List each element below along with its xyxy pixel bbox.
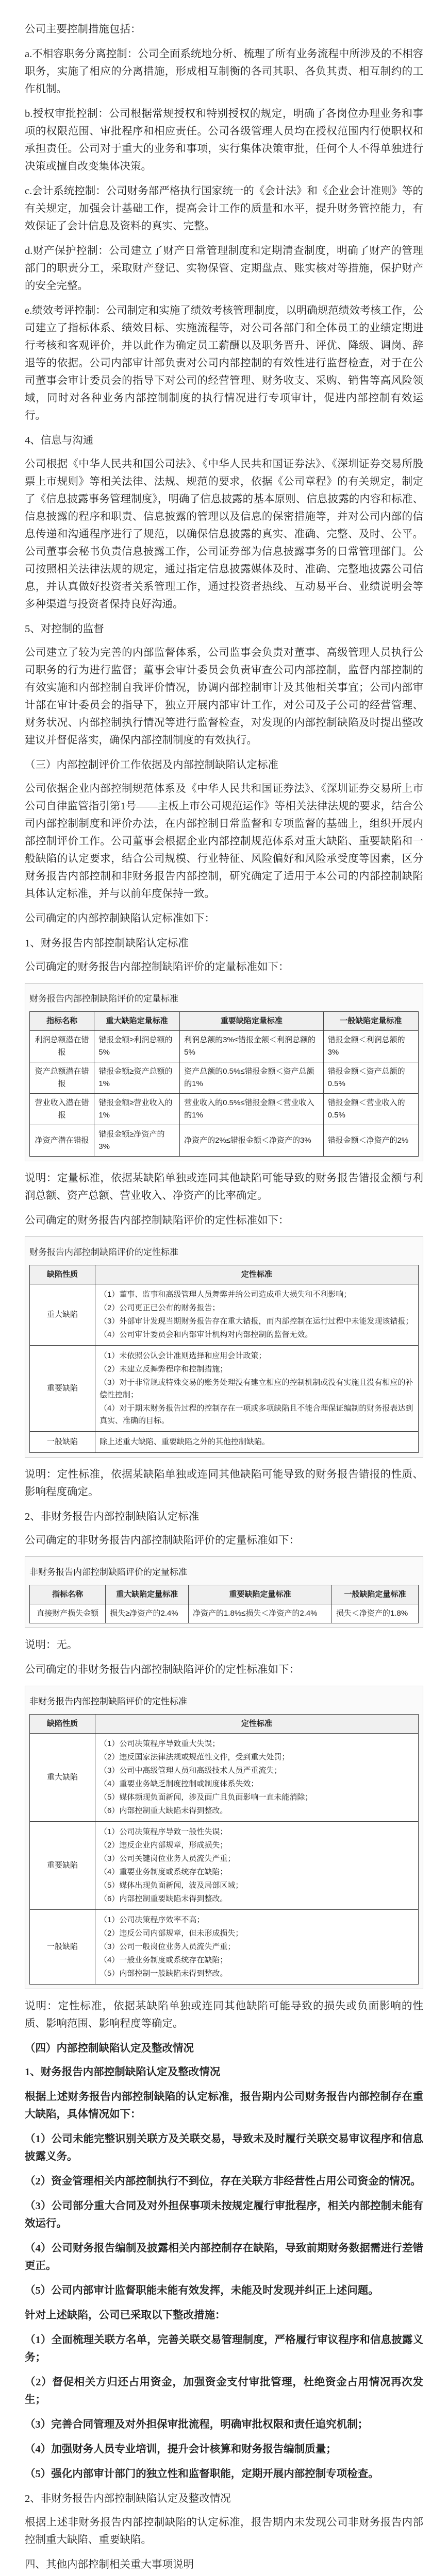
criteria-cell bbox=[95, 1734, 419, 1822]
criteria-item: （4）一般业务制度或系统存在缺陷； bbox=[99, 1956, 228, 1964]
standard-cell: 净资产的2%≤错报金额＜净资产的3% bbox=[180, 1125, 323, 1157]
note-3: 说明：无。 bbox=[25, 1639, 78, 1651]
criteria-item: （2）违反国家法律法规或规范性文件，受到重大处罚； bbox=[99, 1753, 290, 1761]
table-row bbox=[30, 1734, 419, 1822]
table-row bbox=[30, 1822, 419, 1910]
column-header: 指标名称 bbox=[30, 1012, 94, 1031]
body-paragraph: 根据上述财务报告内部控制缺陷的认定标准，报告期内公司财务报告内部控制存在重大缺陷，具体情况如下： bbox=[25, 2091, 423, 2120]
column-header: 重大缺陷定量标准 bbox=[106, 1585, 189, 1604]
body-paragraph: （5）公司内部审计监督职能未能有效发挥，未能及时发现并纠正上述问题。 bbox=[25, 2285, 379, 2296]
criteria-item: （2）违反公司内部规章，但未形成损失； bbox=[99, 1929, 243, 1938]
criteria-item: （1）公司决策程序效率不高； bbox=[99, 1916, 205, 1924]
criteria-item: （6）内部控制重大缺陷未得到整改。 bbox=[99, 1806, 228, 1815]
body-paragraph: 公司建立了较为完善的内部监督体系，公司监事会负责对董事、高级管理人员执行公司职务的行为进行监督；董事会审计委员会负责审查公司内部控制，监督内部控制的有效实施和内部控制自我评价情况，协调内部控制审计及其他相关事宜；公司内部审计部在审计委员会的指导下，独立开展内部审计工作，对公司及子公司的经营管理、财务状况、内部控制执行情况等进行监督检查，对发现的内部控制缺陷及时提出整改建议并督促落实，确保内部控制制度的有效执行。 bbox=[25, 647, 423, 746]
table2-caption: 财务报告内部控制缺陷评价的定性标准 bbox=[29, 1247, 178, 1257]
standard-cell: 错报金额＜利润总额的3% bbox=[323, 1031, 418, 1062]
column-header: 定性标准 bbox=[95, 1715, 419, 1734]
table-header-row bbox=[30, 1715, 419, 1734]
table-header-row bbox=[30, 1265, 419, 1284]
criteria-item: （5）内部控制一般缺陷未得到整改。 bbox=[99, 1969, 228, 1978]
criteria-item: （1）公司决策程序导致一般性失误； bbox=[99, 1827, 228, 1836]
body-paragraph: 公司根据《中华人民共和国公司法》、《中华人民共和国证券法》、《深圳证券交易所股票上市规则》等相关法律、法规、规范的要求，依据《公司章程》的有关规定，制定了《信息披露事务管理制度》，明确了信息披露的基本原则、信息披露的内容和标准、信息披露的程序和职责、信息披露的管理以及信息的保密措施等，并对公司内部的信息传递和沟通程序进行了规范，以确保信息披露的真实、准确、完整、及时、公平。公司董事会秘书负责信息披露工作，公司证券部为信息披露事务的日常管理部门。公司按照相关法律法规的规定，通过指定信息披露媒体及时、准确、完整地披露公司信息，并认真做好投资者关系管理工作，通过投资者热线、互动易平台、业绩说明会等多种渠道与投资者保持良好沟通。 bbox=[25, 459, 423, 610]
intro-paragraphs bbox=[25, 21, 423, 976]
defect-level-cell: 一般缺陷 bbox=[30, 1432, 95, 1453]
nonfinancial-qual-table bbox=[29, 1714, 419, 1985]
table3-figure bbox=[25, 1556, 423, 1628]
standard-cell: 损失＜净资产的1.8% bbox=[332, 1604, 419, 1623]
standard-cell: 错报金额≥营业收入的1% bbox=[94, 1094, 180, 1125]
table-row bbox=[30, 1125, 419, 1157]
body-paragraph: （4）加强财务人员专业培训，提升会计核算和财务报告编制质量； bbox=[25, 2444, 337, 2455]
standard-cell: 错报金额＜资产总额的0.5% bbox=[323, 1062, 418, 1094]
indicator-cell: 资产总额潜在错报 bbox=[30, 1062, 94, 1094]
section-heading: 四、其他内部控制相关重大事项说明 bbox=[25, 2559, 194, 2570]
criteria-item: （6）内部控制重要缺陷未得到整改。 bbox=[99, 1894, 228, 1903]
standard-cell: 损失≥净资产的2.4% bbox=[106, 1604, 189, 1623]
standard-cell: 错报金额＜净资产的2% bbox=[323, 1125, 418, 1157]
table-row bbox=[30, 1031, 419, 1062]
column-header: 一般缺陷定量标准 bbox=[323, 1012, 418, 1031]
column-header: 一般缺陷定量标准 bbox=[332, 1585, 419, 1604]
column-header: 重要缺陷定量标准 bbox=[188, 1585, 331, 1604]
table-header-row bbox=[30, 1585, 419, 1604]
body-paragraph: 公司依据企业内部控制规范体系及《中华人民共和国证券法》、《深圳证券交易所上市公司自律监管指引第1号——主板上市公司规范运作》等相关法律法规的要求，结合公司内部控制制度和评价办法，在内部控制日常监督和专项监督的基础上，组织开展内部控制评价工作。公司董事会根据企业内部控制规范体系对重大缺陷、重要缺陷和一般缺陷的认定要求，结合公司规模、行业特征、风险偏好和风险承受度等因素，区分财务报告内部控制和非财务报告内部控制，研究确定了适用于本公司的内部控制缺陷具体认定标准，并与以前年度保持一致。 bbox=[25, 783, 423, 900]
section-heading: 2、非财务报告内部控制缺陷认定及整改情况 bbox=[25, 2493, 231, 2504]
defect-level-cell: 重要缺陷 bbox=[30, 1346, 95, 1432]
column-header: 指标名称 bbox=[30, 1585, 106, 1604]
section-heading: （三）内部控制评价工作依据及内部控制缺陷认定标准 bbox=[25, 759, 278, 771]
section-heading: 1、财务报告内部控制缺陷认定标准 bbox=[25, 938, 189, 949]
lead-4: 公司确定的非财务报告内部控制缺陷评价的定性标准如下： bbox=[25, 1664, 300, 1675]
body-paragraph: 根据上述非财务报告内部控制缺陷的认定标准，报告期内未发现公司非财务报告内部控制重大缺陷、重要缺陷。 bbox=[25, 2517, 423, 2546]
table-row bbox=[30, 1284, 419, 1346]
lead-3: 公司确定的非财务报告内部控制缺陷评价的定量标准如下： bbox=[25, 1535, 300, 1546]
criteria-cell bbox=[95, 1284, 419, 1346]
table-row bbox=[30, 1604, 419, 1623]
tail-paragraphs bbox=[25, 2040, 423, 2576]
criteria-item: （1）公司决策程序导致重大失误； bbox=[99, 1739, 220, 1748]
financial-quant-table bbox=[29, 1011, 419, 1157]
criteria-item: （3）对于非常规或特殊交易的账务处理没有建立相应的控制机制或没有实施且没有相应的补偿性控制； bbox=[99, 1378, 413, 1399]
note-1: 说明：定量标准，依据某缺陷单独或连同其他缺陷可能导致的财务报告错报金额与利润总额、资产总额、营业收入、净资产的比率确定。 bbox=[25, 1173, 423, 1201]
body-paragraph: d.财产保护控制：公司建立了财产日常管理制度和定期清查制度，明确了财产的管理部门的职责分工，采取财产登记、实物保管、定期盘点、账实核对等措施，保护财产的安全完整。 bbox=[25, 245, 423, 292]
table2-figure bbox=[25, 1236, 423, 1458]
table-row bbox=[30, 1346, 419, 1432]
note-4: 说明：定性标准，依据某缺陷单独或连同其他缺陷可能导致的损失或负面影响的性质、影响范围、影响程度等确定。 bbox=[25, 2001, 423, 2029]
table1-figure bbox=[25, 983, 423, 1161]
criteria-item: （3）公司中高级管理人员和高级技术人员严重流失； bbox=[99, 1766, 282, 1775]
table4-caption: 非财务报告内部控制缺陷评价的定性标准 bbox=[29, 1697, 187, 1706]
criteria-item: （4）重要业务制度或系统存在缺陷； bbox=[99, 1868, 228, 1876]
standard-cell: 错报金额≥利润总额的5% bbox=[94, 1031, 180, 1062]
body-paragraph: （5）强化内部审计部门的独立性和监督职能，定期开展内部控制专项检查。 bbox=[25, 2468, 379, 2480]
heading-3: 2、非财务报告内部控制缺陷认定标准 bbox=[25, 1511, 200, 1522]
standard-cell: 资产总额的0.5%≤错报金额＜资产总额的1% bbox=[180, 1062, 323, 1094]
lead-2: 公司确定的财务报告内部控制缺陷评价的定性标准如下： bbox=[25, 1215, 289, 1226]
financial-qual-table bbox=[29, 1265, 419, 1453]
criteria-item: （3）公司关键岗位业务人员流失严重； bbox=[99, 1854, 236, 1863]
table3-caption: 非财务报告内部控制缺陷评价的定量标准 bbox=[29, 1567, 187, 1577]
criteria-item: （2）公司更正已公布的财务报告； bbox=[99, 1303, 220, 1312]
section-heading: （四）内部控制缺陷认定及整改情况 bbox=[25, 2043, 194, 2054]
criteria-item: （4）公司审计委员会和内部审计机构对内部控制的监督无效。 bbox=[99, 1330, 313, 1339]
criteria-item: （3）外部审计发现当期财务报告存在重大错报，而内部控制在运行过程中未能发现该错报； bbox=[99, 1317, 413, 1326]
body-paragraph: （1）全面梳理关联方名单，完善关联交易管理制度，严格履行审议程序和信息披露义务； bbox=[25, 2334, 423, 2363]
column-header: 重要缺陷定量标准 bbox=[180, 1012, 323, 1031]
table1-caption: 财务报告内部控制缺陷评价的定量标准 bbox=[29, 994, 178, 1004]
section-heading: 4、信息与沟通 bbox=[25, 435, 94, 446]
defect-level-cell: 重大缺陷 bbox=[30, 1284, 95, 1346]
table-row bbox=[30, 1432, 419, 1453]
standard-cell: 净资产的1.8%≤损失＜净资产的2.4% bbox=[188, 1604, 331, 1623]
criteria-item: （2）违反企业内部规章，形成损失； bbox=[99, 1841, 228, 1850]
criteria-item: （1）董事、监事和高级管理人员舞弊并给公司造成重大损失和不利影响； bbox=[99, 1290, 352, 1299]
criteria-item: （5）媒体出现负面新闻，波及局部区域； bbox=[99, 1881, 243, 1890]
indicator-cell: 直接财产损失金额 bbox=[30, 1604, 106, 1623]
table-header-row bbox=[30, 1012, 419, 1031]
criteria-cell bbox=[95, 1822, 419, 1910]
column-header: 缺陷性质 bbox=[30, 1715, 95, 1734]
table-row bbox=[30, 1910, 419, 1985]
body-paragraph: （3）完善合同管理及对外担保审批流程，明确审批权限和责任追究机制； bbox=[25, 2419, 369, 2430]
criteria-item: （5）媒体频现负面新闻，涉及面广且负面影响一直未能消除； bbox=[99, 1793, 313, 1802]
body-paragraph: 1、财务报告内部控制缺陷认定及整改情况 bbox=[25, 2066, 221, 2078]
standard-cell: 错报金额＜营业收入的0.5% bbox=[323, 1094, 418, 1125]
indicator-cell: 净资产潜在错报 bbox=[30, 1125, 94, 1157]
defect-level-cell: 重要缺陷 bbox=[30, 1822, 95, 1910]
indicator-cell: 利润总额潜在错报 bbox=[30, 1031, 94, 1062]
criteria-item: （4）重要业务缺乏制度控制或制度体系失效； bbox=[99, 1780, 259, 1788]
body-paragraph: （3）公司部分重大合同及对外担保事项未按规定履行审批程序，相关内部控制未能有效运行。 bbox=[25, 2200, 423, 2229]
table-row bbox=[30, 1094, 419, 1125]
indicator-cell: 营业收入潜在错报 bbox=[30, 1094, 94, 1125]
criteria-item: （2）未建立反舞弊程序和控制措施； bbox=[99, 1365, 228, 1374]
standard-cell: 营业收入的0.5%≤错报金额＜营业收入的1% bbox=[180, 1094, 323, 1125]
body-paragraph: 公司确定的内部控制缺陷认定标准如下： bbox=[25, 913, 215, 924]
note-2: 说明：定性标准，依据某缺陷单独或连同其他缺陷可能导致的财务报告错报的性质、影响程度确定。 bbox=[25, 1469, 423, 1498]
standard-cell: 错报金额≥资产总额的1% bbox=[94, 1062, 180, 1094]
body-paragraph: c.会计系统控制：公司财务部严格执行国家统一的《会计法》和《企业会计准则》等的有关规定，加强会计基础工作，提高会计工作的质量和水平，提升财务管控能力，有效保证了会计信息及资料的真实、完整。 bbox=[25, 185, 423, 232]
body-paragraph: 针对上述缺陷，公司已采取以下整改措施： bbox=[25, 2310, 226, 2321]
body-paragraph: 公司确定的财务报告内部控制缺陷评价的定量标准如下： bbox=[25, 961, 289, 973]
table4-figure bbox=[25, 1686, 423, 1989]
table-row bbox=[30, 1062, 419, 1094]
body-paragraph: b.授权审批控制：公司根据常规授权和特别授权的规定，明确了各岗位办理业务和事项的权限范围、审批程序和相应责任。公司各级管理人员均在授权范围内行使职权和承担责任。公司对于重大的业务和事项，实行集体决策审批，任何个人不得单独进行决策或擅自改变集体决策。 bbox=[25, 108, 423, 172]
body-paragraph: 公司主要控制措施包括： bbox=[25, 24, 141, 35]
defect-level-cell: 重大缺陷 bbox=[30, 1734, 95, 1822]
body-paragraph: e.绩效考评控制：公司制定和实施了绩效考核管理制度，以明确规范绩效考核工作，公司建立了指标体系、绩效目标、实施流程等，对公司各部门和全体员工的业绩定期进行考核和客观评价，并以此作为确定员工薪酬以及职务晋升、评优、降级、调岗、辞退等的依据。公司内部审计部负责对公司内部控制的有效性进行监督检查，对于在公司董事会审计委员会的指导下对公司的经营管理、财务收支、采购、销售等高风险领域，同时对各种业务内部控制制度的执行情况进行专项审计，促进内部控制有效运行。 bbox=[25, 305, 423, 421]
defect-level-cell: 一般缺陷 bbox=[30, 1910, 95, 1985]
criteria-item: （3）公司一般岗位业务人员流失严重； bbox=[99, 1942, 236, 1951]
body-paragraph: （2）资金管理相关内部控制执行不到位，存在关联方非经营性占用公司资金的情况。 bbox=[25, 2176, 421, 2187]
body-paragraph: （2）督促相关方归还占用资金，加强资金支付审批管理，杜绝资金占用情况再次发生； bbox=[25, 2377, 423, 2405]
criteria-item: （4）对于期末财务报告过程的控制存在一项或多项缺陷且不能合理保证编制的财务报表达到真实、准确的目标。 bbox=[99, 1404, 413, 1425]
body-paragraph: a.不相容职务分离控制：公司全面系统地分析、梳理了所有业务流程中所涉及的不相容职务，实施了相应的分离措施，形成相互制衡的各司其职、各负其责、相互制约的工作机制。 bbox=[25, 48, 423, 95]
criteria-cell bbox=[95, 1346, 419, 1432]
standard-cell: 错报金额≥净资产的3% bbox=[94, 1125, 180, 1157]
standard-cell: 利润总额的3%≤错报金额＜利润总额的5% bbox=[180, 1031, 323, 1062]
column-header: 定性标准 bbox=[95, 1265, 419, 1284]
body-paragraph: （1）公司未能完整识别关联方及关联交易，导致未及时履行关联交易审议程序和信息披露义务。 bbox=[25, 2133, 423, 2162]
criteria-cell bbox=[95, 1910, 419, 1985]
criteria-cell bbox=[95, 1432, 419, 1453]
column-header: 重大缺陷定量标准 bbox=[94, 1012, 180, 1031]
section-heading: 5、对控制的监督 bbox=[25, 623, 104, 635]
criteria-item: （1）未依照公认会计准则选择和应用会计政策； bbox=[99, 1351, 267, 1360]
body-paragraph: （4）公司财务报告编制及披露相关内部控制存在缺陷，导致前期财务数据需进行差错更正。 bbox=[25, 2243, 423, 2272]
column-header: 缺陷性质 bbox=[30, 1265, 95, 1284]
criteria-item: 除上述重大缺陷、重要缺陷之外的其他控制缺陷。 bbox=[99, 1437, 270, 1446]
nonfinancial-quant-table bbox=[29, 1585, 419, 1623]
